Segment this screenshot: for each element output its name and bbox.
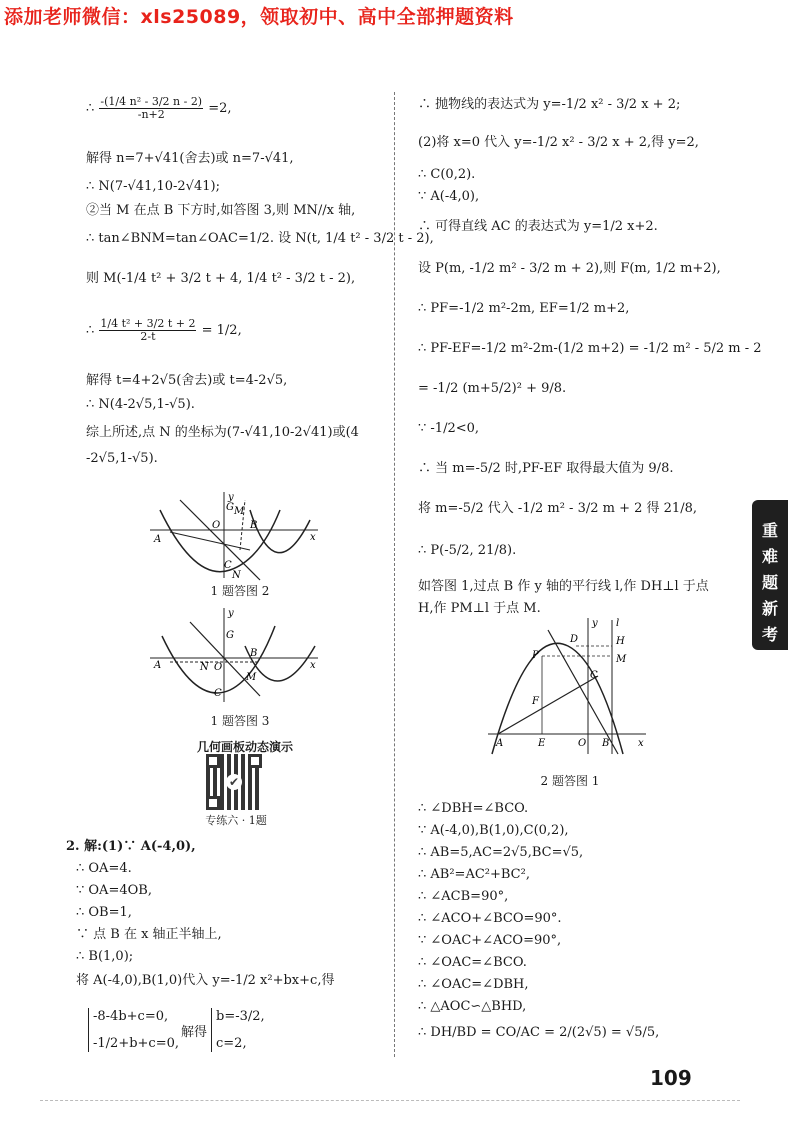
qr-code[interactable] [206,754,262,810]
side-tab [752,500,788,670]
label-N: N [200,662,209,673]
text-line: 解得 [181,1025,208,1040]
text-line: ②当 M 在点 B 下方时,如答图 3,则 MN//x 轴, [86,203,356,218]
text-line: 2. 解:(1)∵ A(-4,0), [66,839,196,854]
qr-caption: 专练六 · 1题 [205,814,267,827]
fraction-numerator: -(1/4 n² - 3/2 n - 2) [100,95,203,108]
label-F: F [532,696,539,707]
figure-caption: 1 题答图 2 [210,584,270,598]
label-l: l [616,618,620,629]
text-line: ∴ 当 m=-5/2 时,PF-EF 取得最大值为 9/8. [418,461,674,476]
text-line: ∴ ∠ACB=90°, [418,889,509,904]
text-line: ∴ DH/BD = CO/AC = 2/(2√5) = √5/5, [418,1025,660,1040]
text-line: ∵ A(-4,0),B(1,0),C(0,2), [418,823,569,838]
text-line: -2√5,1-√5). [86,451,158,466]
solution-system [211,1008,265,1052]
parabola-curve [162,626,275,693]
label-y: y [228,492,234,503]
text-line: ∵ 点 B 在 x 轴正半轴上, [76,927,222,942]
label-D: D [570,634,579,645]
text-line: 如答图 1,过点 B 作 y 轴的平行线 l,作 DH⊥l 于点 [418,579,709,594]
figure-1-3-graph [150,606,320,706]
text-line: ∴ ∠DBH=∠BCO. [418,801,529,816]
text-line: ∴ N(4-2√5,1-√5). [86,397,195,412]
parabola-curve-2 [250,510,310,553]
text-line: 将 A(-4,0),B(1,0)代入 y=-1/2 x²+bx+c,得 [76,973,335,988]
label-M: M [246,672,257,683]
text-line: ∵ -1/2<0, [418,421,480,436]
text-line: (2)将 x=0 代入 y=-1/2 x² - 3/2 x + 2,得 y=2, [418,135,699,150]
label-C: C [590,670,598,681]
label-y: y [592,618,598,629]
text-line: ∴ AB²=AC²+BC², [418,867,530,882]
solution-b: b=-3/2, [216,1009,265,1024]
page-number: 109 [650,1066,692,1090]
label-O: O [212,520,221,531]
label-C: C [214,688,222,699]
text-line: ∴ ∠OAC=∠DBH, [418,977,529,992]
equation-line-2: ∴ $\frac{\text{1/4 t² + 3/2 t + 2}}{2-t}$ = 1/2, [86,317,242,343]
label-B: B [250,520,258,531]
system-equation-1: -8-4b+c=0, [93,1009,169,1024]
label-B: B [602,738,610,749]
label-x: x [310,532,316,543]
label-M: M [234,506,245,517]
text-line: ∴ OA=4. [76,861,132,876]
fraction-numerator: 1/4 t² + 3/2 t + 2 [100,317,196,330]
line-AC [498,676,598,734]
text-line: ∴ OB=1, [76,905,132,920]
text-line: ∴ tan∠BNM=tan∠OAC=1/2. 设 N(t, 1/4 t² - 3/2 t - 2), [86,231,434,246]
text-line: H,作 PM⊥l 于点 M. [418,601,541,616]
check-icon: ✔ [226,774,242,790]
text-line: ∴ AB=5,AC=2√5,BC=√5, [418,845,584,860]
label-G: G [226,502,234,513]
figure-caption: 2 题答图 1 [540,774,600,788]
fraction-denominator: -n+2 [137,108,165,121]
text-line: = -1/2 (m+5/2)² + 9/8. [418,381,567,396]
text-line: ∵ ∠OAC+∠ACO=90°, [418,933,562,948]
label-O: O [578,738,587,749]
text-line: ∴ 抛物线的表达式为 y=-1/2 x² - 3/2 x + 2; [418,97,681,112]
label-x: x [638,738,644,749]
equation-rhs: = 1/2, [201,323,242,338]
text-line: ∴ C(0,2). [418,167,476,182]
label-x: x [310,660,316,671]
text-line: 则 M(-1/4 t² + 3/2 t + 4, 1/4 t² - 3/2 t - 2), [86,271,356,286]
equation-rhs: =2, [208,101,232,116]
system-equation-2: -1/2+b+c=0, [93,1036,179,1051]
side-tab-label: 重难题新考法 [761,521,778,670]
line-segment [190,622,260,696]
solution-c: c=2, [216,1036,247,1051]
label-B: B [250,648,258,659]
text-line: ∴ PF-EF=-1/2 m²-2m-(1/2 m+2) = -1/2 m² - 5/2 m - 2 [418,341,762,356]
label-M: M [616,654,627,665]
line-BD [548,630,618,754]
text-line: ∵ OA=4OB, [76,883,152,898]
label-y: y [228,608,234,619]
fraction-denominator: 2-t [140,330,156,343]
text-line: ∴ △AOC∽△BHD, [418,999,527,1014]
label-O: O [214,662,223,673]
text-line: ∴ ∠OAC=∠BCO. [418,955,527,970]
text-line: ∴ 可得直线 AC 的表达式为 y=1/2 x+2. [418,219,658,234]
qr-title: 几何画板动态演示 [196,740,293,754]
text-line: ∴ B(1,0); [76,949,134,964]
label-N: N [232,570,241,581]
label-A: A [154,660,162,671]
text-line: 综上所述,点 N 的坐标为(7-√41,10-2√41)或(4 [86,425,359,440]
label-H: H [616,636,625,647]
text-line: ∴ P(-5/2, 21/8). [418,543,517,558]
text-line: 解得 t=4+2√5(舍去)或 t=4-2√5, [86,373,288,388]
label-P: P [532,650,539,661]
figure-1-2-graph [150,490,320,582]
text-line: ∴ PF=-1/2 m²-2m, EF=1/2 m+2, [418,301,630,316]
text-line: 设 P(m, -1/2 m² - 3/2 m + 2),则 F(m, 1/2 m+2), [418,261,721,276]
label-A: A [154,534,162,545]
label-G: G [226,630,234,641]
label-A: A [496,738,504,749]
promo-banner: 添加老师微信：xls25089，领取初中、高中全部押题资料 [4,6,514,28]
figure-2-1-graph [488,616,648,756]
text-line: ∴ ∠ACO+∠BCO=90°. [418,911,562,926]
equation-line-1: ∴ $\frac{\text{-(1/4 n² - 3/2 n - 2)}}{-n+2}$ =2, [86,95,232,121]
text-line: ∵ A(-4,0), [418,189,480,204]
figure-caption: 1 题答图 3 [210,714,270,728]
label-E: E [538,738,546,749]
equation-system [88,1008,179,1052]
text-line: 将 m=-5/2 代入 -1/2 m² - 3/2 m + 2 得 21/8, [418,501,697,516]
text-line: 解得 n=7+√41(舍去)或 n=7-√41, [86,151,294,166]
label-C: C [224,560,232,571]
bottom-rule [40,1100,740,1101]
line-segment [180,500,260,580]
text-line: ∴ N(7-√41,10-2√41); [86,179,220,194]
